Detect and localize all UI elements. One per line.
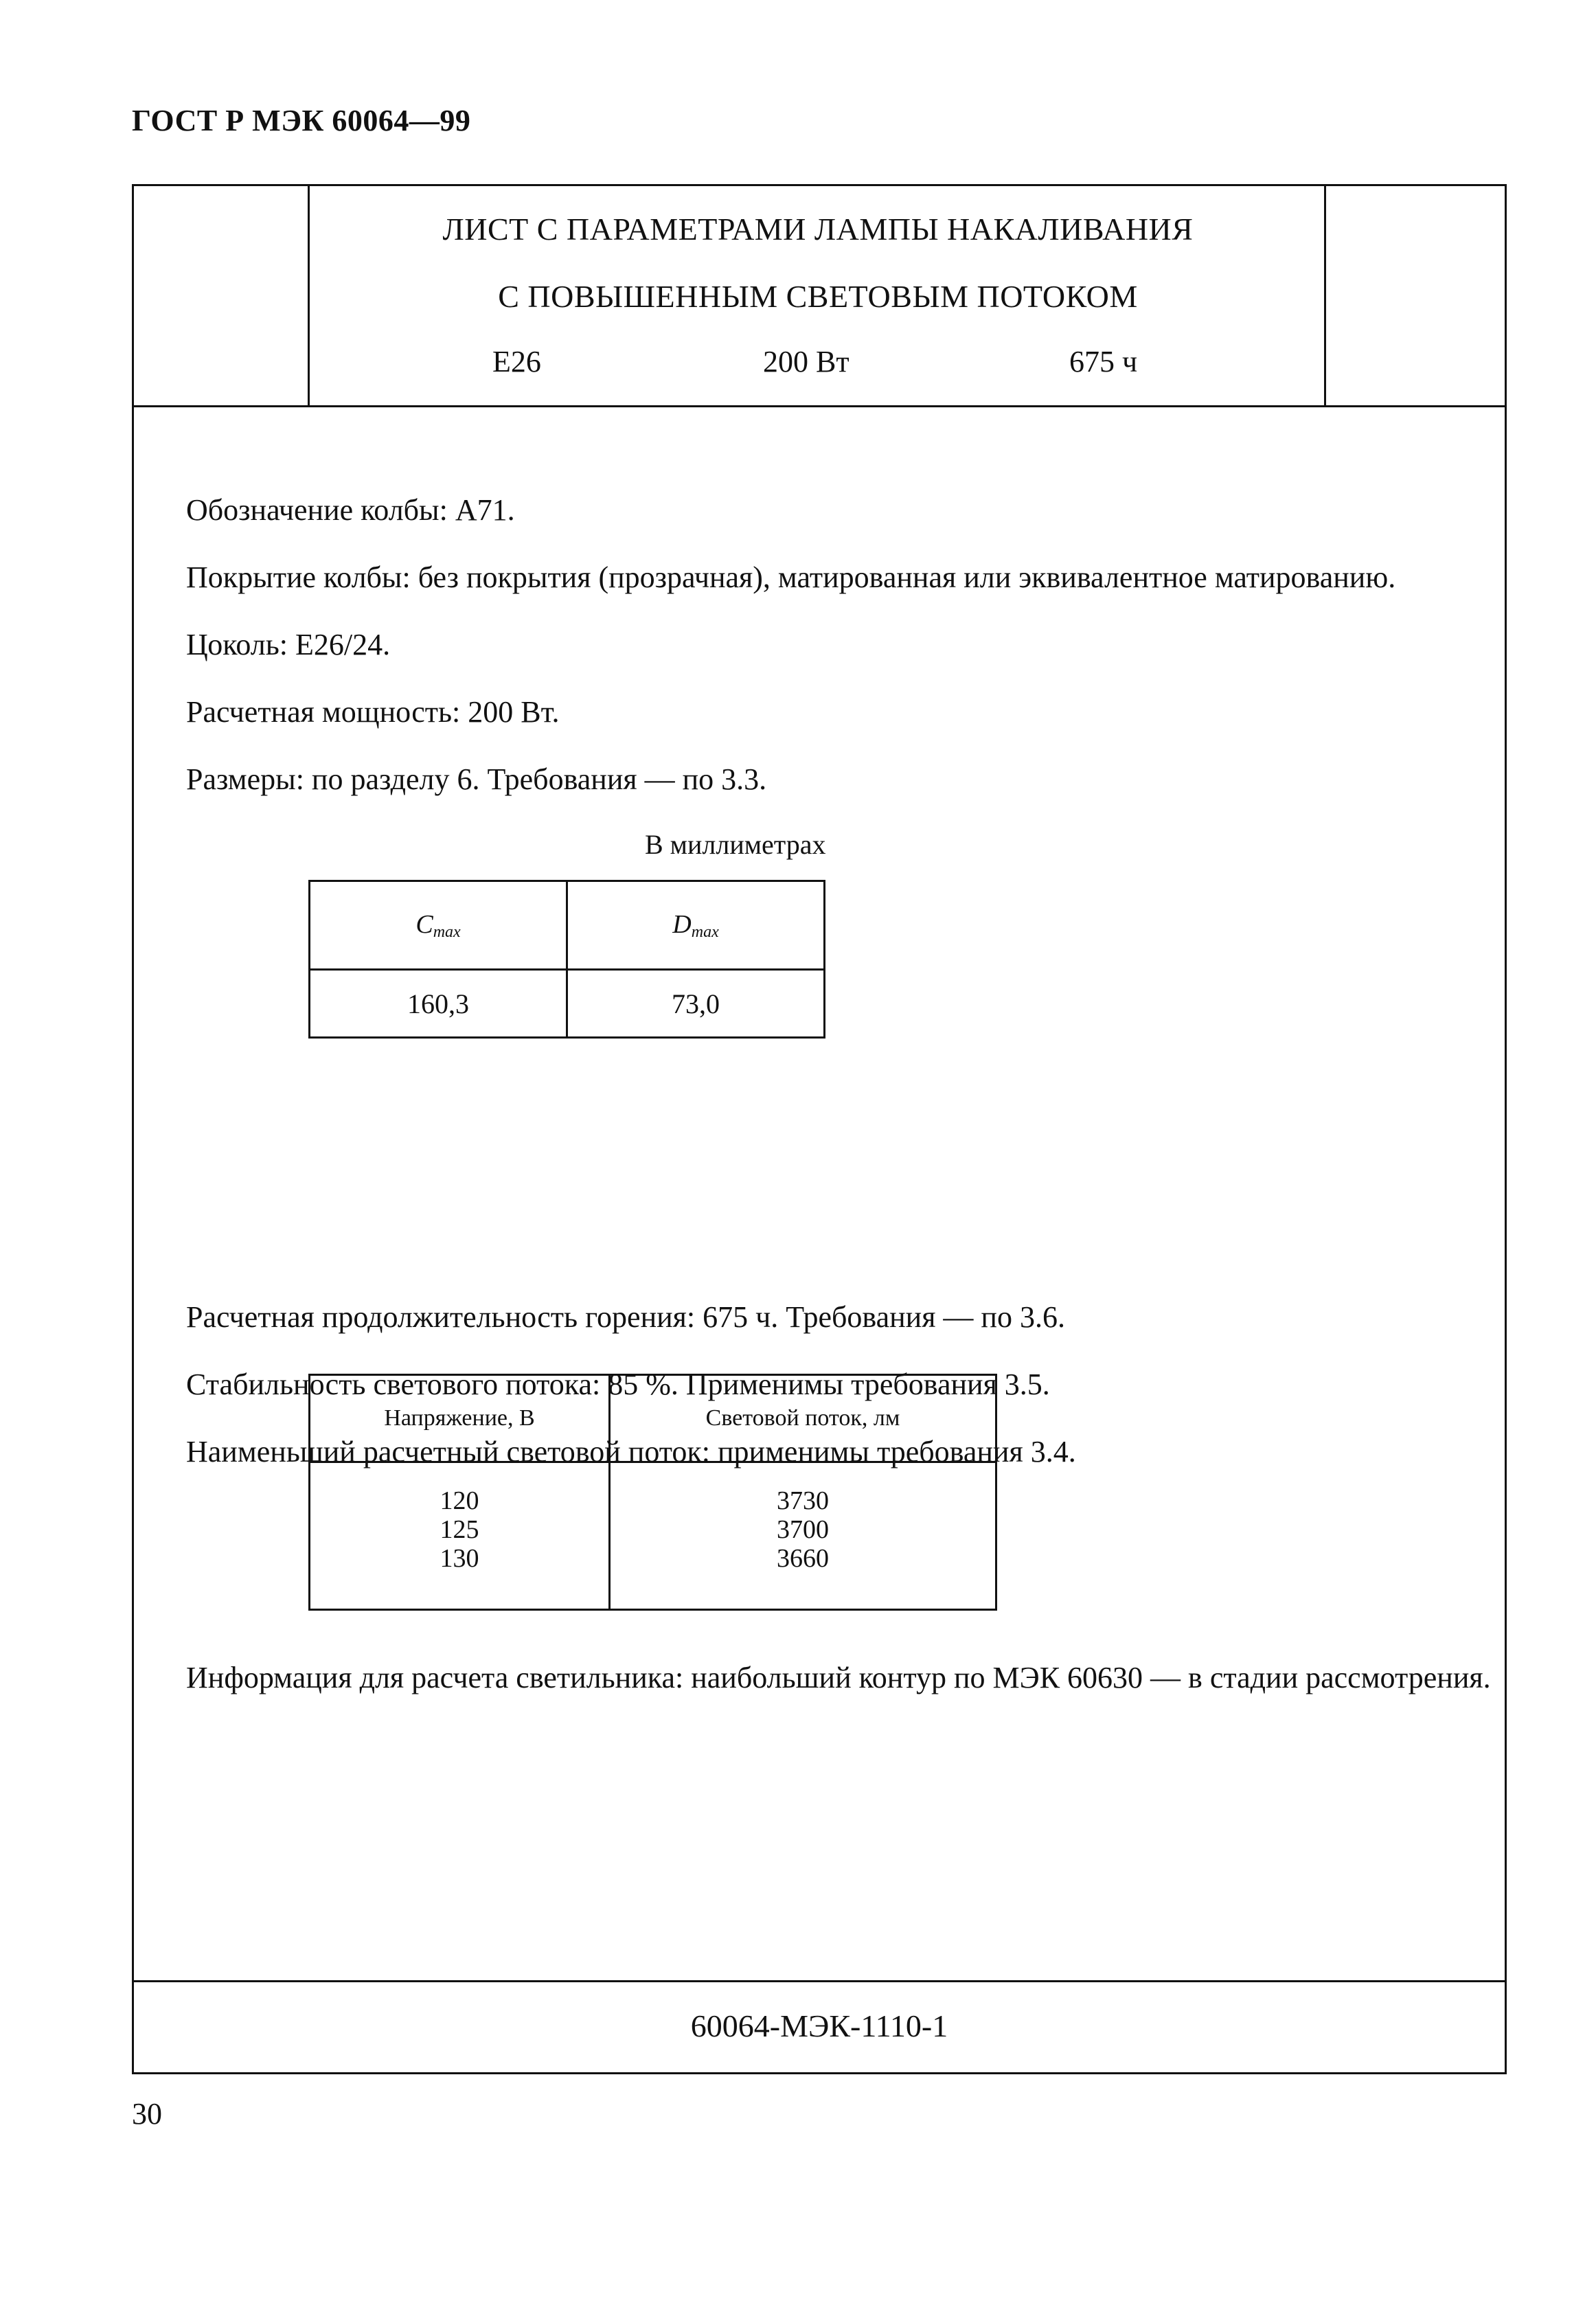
flux-value: 3730 (777, 1486, 829, 1515)
voltage-value: 120 (440, 1486, 479, 1515)
header-right-cell (1324, 186, 1505, 405)
sheet-header (134, 186, 1505, 407)
bulb-designation: Обозначение колбы: А71. (186, 493, 515, 527)
sheet-code: 60064-МЭК-1110-1 (134, 1980, 1505, 2072)
running-head: ГОСТ Р МЭК 60064—99 (132, 104, 471, 137)
units-note: В миллиметрах (645, 829, 826, 860)
header-d-max: $D_{max}$ (567, 881, 825, 970)
dimensions-note: Размеры: по разделу 6. Требования — по 3.3. (186, 762, 767, 796)
d-max-value: 73,0 (567, 970, 825, 1038)
flux-values (610, 1462, 996, 1610)
voltage-values (310, 1462, 610, 1610)
page-number: 30 (132, 2097, 162, 2131)
lumen-maintenance: Стабильность светового потока: 85 %. Применимы требования 3.5. (186, 1368, 1050, 1401)
cap-type: Цоколь: Е26/24. (186, 628, 391, 661)
spec-base: E26 (492, 345, 541, 378)
spec-power: 200 Вт (763, 345, 850, 378)
rated-life: Расчетная продолжительность горения: 675 ч. Требования — по 3.6. (186, 1300, 1065, 1334)
table-row (310, 1375, 996, 1462)
rated-power: Расчетная мощность: 200 Вт. (186, 695, 560, 729)
flux-value: 3660 (777, 1544, 829, 1573)
table-row (310, 970, 825, 1038)
header-flux: Световой поток, лм (610, 1375, 996, 1462)
sheet-title-line-2: С ПОВЫШЕННЫМ СВЕТОВЫМ ПОТОКОМ (498, 279, 1138, 314)
spec-life: 675 ч (1069, 345, 1138, 378)
sheet-title-line-1: ЛИСТ С ПАРАМЕТРАМИ ЛАМПЫ НАКАЛИВАНИЯ (442, 212, 1194, 247)
luminaire-design-info: Информация для расчета светильника: наибольший контур по МЭК 60630 — в стадии рассмотрения. (186, 1661, 1491, 1694)
header-voltage: Напряжение, В (310, 1375, 610, 1462)
dimensions-table (308, 880, 825, 1039)
header-left-cell (134, 186, 310, 405)
voltage-value: 130 (440, 1544, 479, 1573)
voltage-value: 125 (440, 1515, 479, 1544)
min-luminous-flux: Наименьший расчетный световой поток: применимы требования 3.4. (186, 1435, 1076, 1468)
flux-value: 3700 (777, 1515, 829, 1544)
table-row (310, 881, 825, 970)
bulb-coating: Покрытие колбы: без покрытия (прозрачная), матированная или эквивалентное матированию. (186, 560, 1396, 594)
header-c-max: $C_{max}$ (310, 881, 567, 970)
luminous-flux-table (308, 1374, 997, 1611)
table-row (310, 1462, 996, 1610)
c-max-value: 160,3 (310, 970, 567, 1038)
parameter-sheet-frame (132, 184, 1507, 2074)
